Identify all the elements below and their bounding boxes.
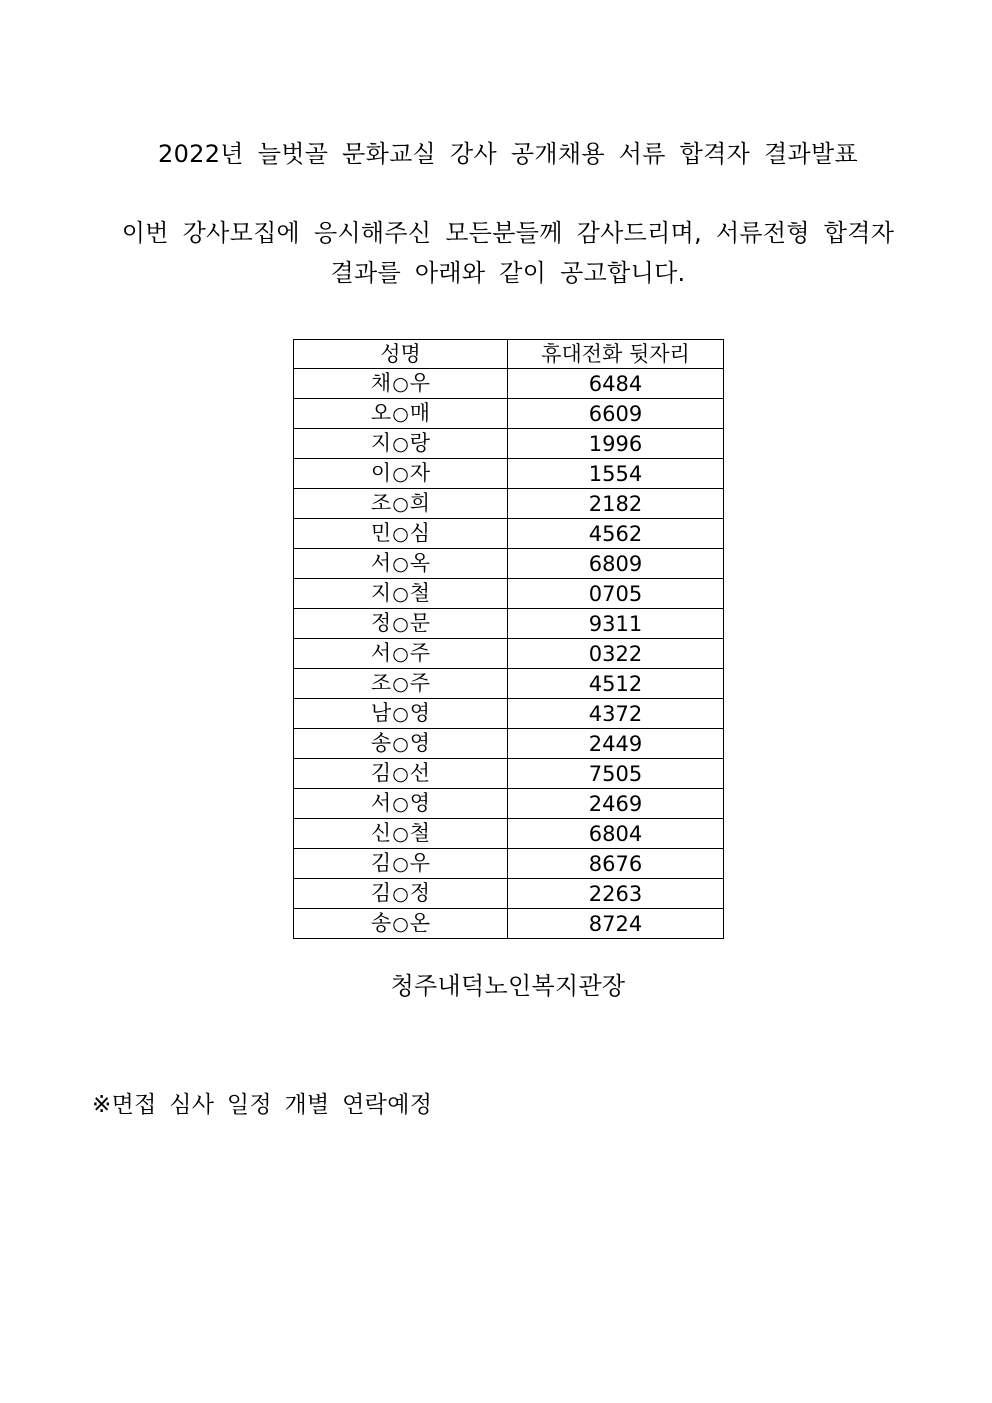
table-row: [294, 729, 724, 759]
name-given: 주: [409, 641, 431, 666]
table-row: [294, 459, 724, 489]
name-surname: 오: [370, 401, 392, 426]
document-title: 2022년 늘벗골 문화교실 강사 공개채용 서류 합격자 결과발표: [158, 140, 858, 168]
name-given: 철: [409, 581, 431, 606]
name-mask-circle: ○: [392, 613, 409, 636]
name-surname: 김: [370, 881, 392, 906]
table-row: [294, 369, 724, 399]
applicant-name: [294, 729, 508, 759]
name-mask-circle: ○: [392, 913, 409, 936]
applicant-name: [294, 639, 508, 669]
phone-last-digits: 2263: [508, 879, 724, 909]
name-surname: 송: [370, 911, 392, 936]
name-given: 랑: [409, 431, 431, 456]
applicant-name: [294, 369, 508, 399]
name-surname: 지: [370, 581, 392, 606]
phone-last-digits: 1996: [508, 429, 724, 459]
signature: 청주내덕노인복지관장: [390, 972, 626, 1000]
name-mask-circle: ○: [392, 523, 409, 546]
results-table: [293, 339, 724, 939]
phone-last-digits: 2449: [508, 729, 724, 759]
intro-line-1: 이번 강사모집에 응시해주신 모든분들께 감사드리며, 서류전형 합격자: [121, 219, 895, 247]
phone-last-digits: 2182: [508, 489, 724, 519]
name-surname: 김: [370, 851, 392, 876]
name-given: 심: [409, 521, 431, 546]
applicant-name: [294, 849, 508, 879]
name-mask-circle: ○: [392, 793, 409, 816]
applicant-name: [294, 459, 508, 489]
applicant-name: [294, 789, 508, 819]
name-mask-circle: ○: [392, 883, 409, 906]
name-mask-circle: ○: [392, 553, 409, 576]
name-given: 영: [409, 791, 431, 816]
applicant-name: [294, 879, 508, 909]
name-mask-circle: ○: [392, 403, 409, 426]
phone-last-digits: 4512: [508, 669, 724, 699]
intro-line-2: 결과를 아래와 같이 공고합니다.: [330, 259, 686, 287]
name-surname: 서: [370, 791, 392, 816]
name-mask-circle: ○: [392, 643, 409, 666]
name-surname: 조: [370, 491, 392, 516]
phone-last-digits: 6804: [508, 819, 724, 849]
table-row: [294, 609, 724, 639]
name-given: 문: [409, 611, 431, 636]
table-row: [294, 429, 724, 459]
name-surname: 이: [370, 461, 392, 486]
table-header-row: [294, 340, 724, 369]
name-surname: 민: [370, 521, 392, 546]
name-mask-circle: ○: [392, 463, 409, 486]
applicant-name: [294, 819, 508, 849]
phone-last-digits: 6484: [508, 369, 724, 399]
applicant-name: [294, 549, 508, 579]
table-row: [294, 669, 724, 699]
phone-last-digits: 4562: [508, 519, 724, 549]
results-body: [294, 369, 724, 939]
applicant-name: [294, 609, 508, 639]
name-given: 온: [409, 911, 431, 936]
phone-last-digits: 1554: [508, 459, 724, 489]
name-mask-circle: ○: [392, 853, 409, 876]
name-given: 선: [409, 761, 431, 786]
phone-last-digits: 2469: [508, 789, 724, 819]
table-row: [294, 789, 724, 819]
phone-last-digits: 8724: [508, 909, 724, 939]
phone-last-digits: 6809: [508, 549, 724, 579]
name-given: 정: [409, 881, 431, 906]
table-row: [294, 819, 724, 849]
name-surname: 정: [370, 611, 392, 636]
name-mask-circle: ○: [392, 733, 409, 756]
table-row: [294, 579, 724, 609]
phone-last-digits: 0705: [508, 579, 724, 609]
name-surname: 신: [370, 821, 392, 846]
phone-last-digits: 7505: [508, 759, 724, 789]
name-given: 철: [409, 821, 431, 846]
header-name: 성명: [294, 340, 508, 369]
name-surname: 서: [370, 551, 392, 576]
name-surname: 김: [370, 761, 392, 786]
phone-last-digits: 9311: [508, 609, 724, 639]
table-row: [294, 909, 724, 939]
footnote: ※면접 심사 일정 개별 연락예정: [92, 1092, 433, 1118]
header-phone: 휴대전화 뒷자리: [508, 340, 724, 369]
name-surname: 지: [370, 431, 392, 456]
name-mask-circle: ○: [392, 493, 409, 516]
name-given: 주: [409, 671, 431, 696]
table-row: [294, 639, 724, 669]
name-given: 옥: [409, 551, 431, 576]
name-given: 자: [409, 461, 431, 486]
table-row: [294, 489, 724, 519]
phone-last-digits: 6609: [508, 399, 724, 429]
table-row: [294, 399, 724, 429]
name-surname: 서: [370, 641, 392, 666]
applicant-name: [294, 669, 508, 699]
phone-last-digits: 4372: [508, 699, 724, 729]
name-mask-circle: ○: [392, 373, 409, 396]
applicant-name: [294, 399, 508, 429]
name-given: 영: [409, 701, 431, 726]
table-row: [294, 519, 724, 549]
name-given: 희: [409, 491, 431, 516]
table-row: [294, 759, 724, 789]
name-mask-circle: ○: [392, 823, 409, 846]
applicant-name: [294, 429, 508, 459]
name-surname: 조: [370, 671, 392, 696]
applicant-name: [294, 489, 508, 519]
name-mask-circle: ○: [392, 673, 409, 696]
name-given: 우: [409, 371, 431, 396]
applicant-name: [294, 759, 508, 789]
applicant-name: [294, 699, 508, 729]
table-row: [294, 549, 724, 579]
table-row: [294, 699, 724, 729]
phone-last-digits: 0322: [508, 639, 724, 669]
name-mask-circle: ○: [392, 703, 409, 726]
phone-last-digits: 8676: [508, 849, 724, 879]
applicant-name: [294, 909, 508, 939]
name-given: 우: [409, 851, 431, 876]
name-mask-circle: ○: [392, 583, 409, 606]
applicant-name: [294, 579, 508, 609]
name-surname: 채: [370, 371, 392, 396]
name-mask-circle: ○: [392, 433, 409, 456]
table-row: [294, 879, 724, 909]
name-surname: 남: [370, 701, 392, 726]
name-given: 매: [409, 401, 431, 426]
name-given: 영: [409, 731, 431, 756]
name-mask-circle: ○: [392, 763, 409, 786]
name-surname: 송: [370, 731, 392, 756]
applicant-name: [294, 519, 508, 549]
table-row: [294, 849, 724, 879]
